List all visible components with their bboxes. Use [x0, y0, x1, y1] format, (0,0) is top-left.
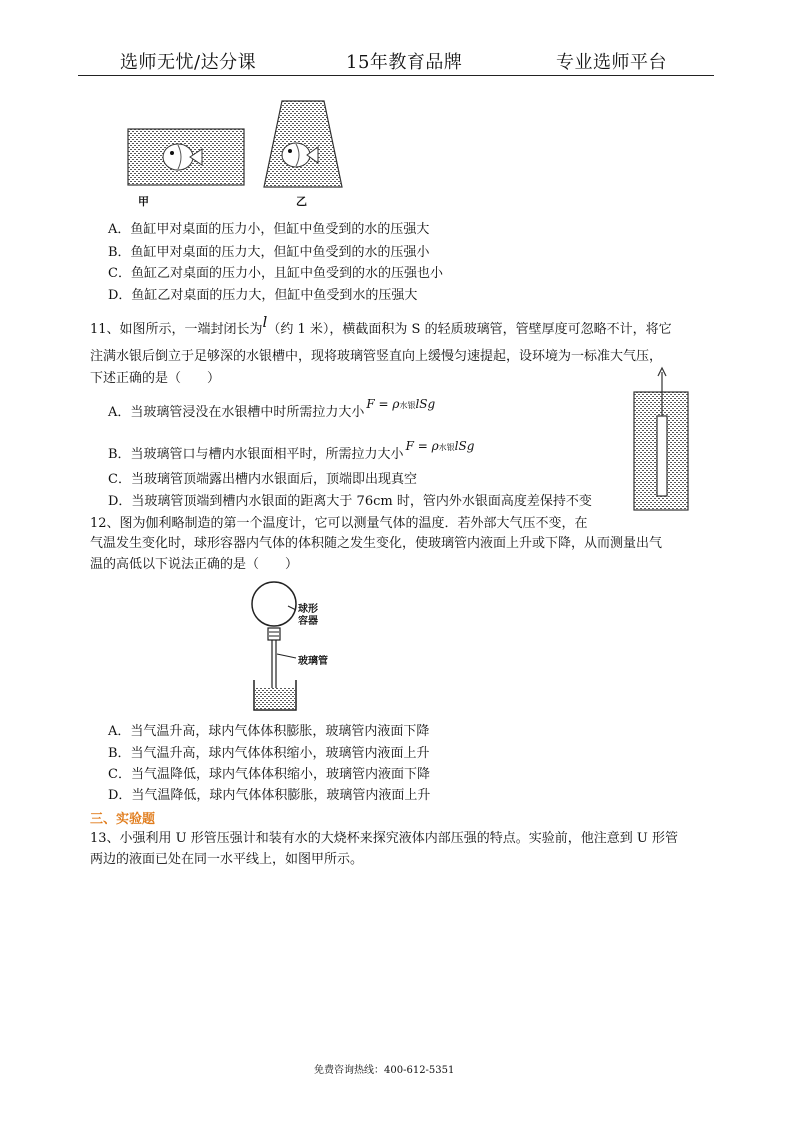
q13-stem-line1: 13、小强利用 U 形管压强计和装有水的大烧杯来探究液体内部压强的特点。实验前，他注意到 U 形管: [90, 831, 678, 846]
q12-stem-line1: 12、图为伽利略制造的第一个温度计，它可以测量气体的温度．若外部大气压不变，在: [90, 516, 588, 531]
q11-option-d: D．当玻璃管顶端到槽内水银面的距离大于 76cm 时，管内外水银面高度差保持不变: [108, 494, 592, 509]
bulb-label: 球形 容器: [298, 604, 318, 627]
q12-option-a: A．当气温升高，球内气体体积膨胀，玻璃管内液面下降: [108, 724, 430, 739]
beaker-liquid: [255, 688, 295, 709]
q11-length-var: l: [262, 313, 268, 331]
q11-stem-pre: 11、如图所示，一端封闭长为: [90, 322, 263, 337]
header-left: 选师无忧/达分课: [120, 52, 257, 73]
q11-option-c: C．当玻璃管顶端露出槽内水银面后，顶端即出现真空: [108, 472, 417, 487]
tube-leader-line: [277, 654, 296, 658]
mercury-trough-figure: [630, 366, 694, 514]
glass-tube: [657, 416, 667, 496]
section-title: 三、实验题: [90, 812, 156, 827]
q11-option-b-text: B．当玻璃管口与槽内水银面相平时，所需拉力大小: [108, 447, 404, 462]
q11-stem-post: （约 1 米），横截面积为 S 的轻质玻璃管，管壁厚度可忽略不计，将它: [267, 322, 672, 337]
q10-option-a: A．鱼缸甲对桌面的压力小，但缸中鱼受到的水的压强大: [108, 222, 430, 237]
q10-option-d: D．鱼缸乙对桌面的压力大，但缸中鱼受到水的压强大: [108, 288, 418, 303]
q10-option-b: B．鱼缸甲对桌面的压力大，但缸中鱼受到的水的压强小: [108, 245, 430, 260]
stopper: [268, 628, 280, 640]
header-right: 专业选师平台: [556, 52, 667, 73]
q11-stem-line2: 注满水银后倒立于足够深的水银槽中，现将玻璃管竖直向上缓慢匀速提起，设环境为一标准大气压，: [90, 349, 663, 364]
q11-option-a: [108, 397, 436, 424]
q12-stem-line2: 气温发生变化时，球形容器内气体的体积随之发生变化，使玻璃管内液面上升或下降，从而测量出气: [90, 536, 663, 551]
q11-formula-a: F = ρ水银lSg: [366, 397, 436, 411]
tank-a-label: 甲: [138, 195, 149, 208]
tube-label: 玻璃管: [298, 656, 328, 667]
q12-stem-line3: 温的高低以下说法正确的是（ ）: [90, 557, 299, 572]
footer-hotline: 免费咨询热线：400-612-5351: [314, 1065, 455, 1076]
tank-b-label: 乙: [296, 195, 307, 208]
q11-option-b: [108, 439, 475, 466]
header-center: 15年教育品牌: [346, 52, 463, 73]
q13-stem-line2: 两边的液面已处在同一水平线上，如图甲所示。: [90, 852, 364, 867]
q12-option-d: D．当气温降低，球内气体体积膨胀，玻璃管内液面上升: [108, 788, 431, 803]
q12-option-c: C．当气温降低，球内气体体积缩小，玻璃管内液面下降: [108, 767, 430, 782]
q11-stem-line3: 下述正确的是（ ）: [90, 371, 221, 386]
q11-option-a-text: A．当玻璃管浸没在水银槽中时所需拉力大小: [108, 405, 365, 420]
tank-b: [264, 101, 342, 187]
q11-formula-b: F = ρ水银lSg: [405, 439, 475, 453]
bulb: [252, 582, 296, 626]
q12-option-b: B．当气温升高，球内气体体积缩小，玻璃管内液面上升: [108, 746, 430, 761]
header-rule: [78, 75, 714, 76]
q11-stem-line1: [90, 313, 672, 340]
galileo-thermometer-figure: [244, 580, 348, 714]
fish-tank-figure: [120, 95, 350, 215]
q10-option-c: C．鱼缸乙对桌面的压力小，且缸中鱼受到的水的压强也小: [108, 266, 443, 281]
